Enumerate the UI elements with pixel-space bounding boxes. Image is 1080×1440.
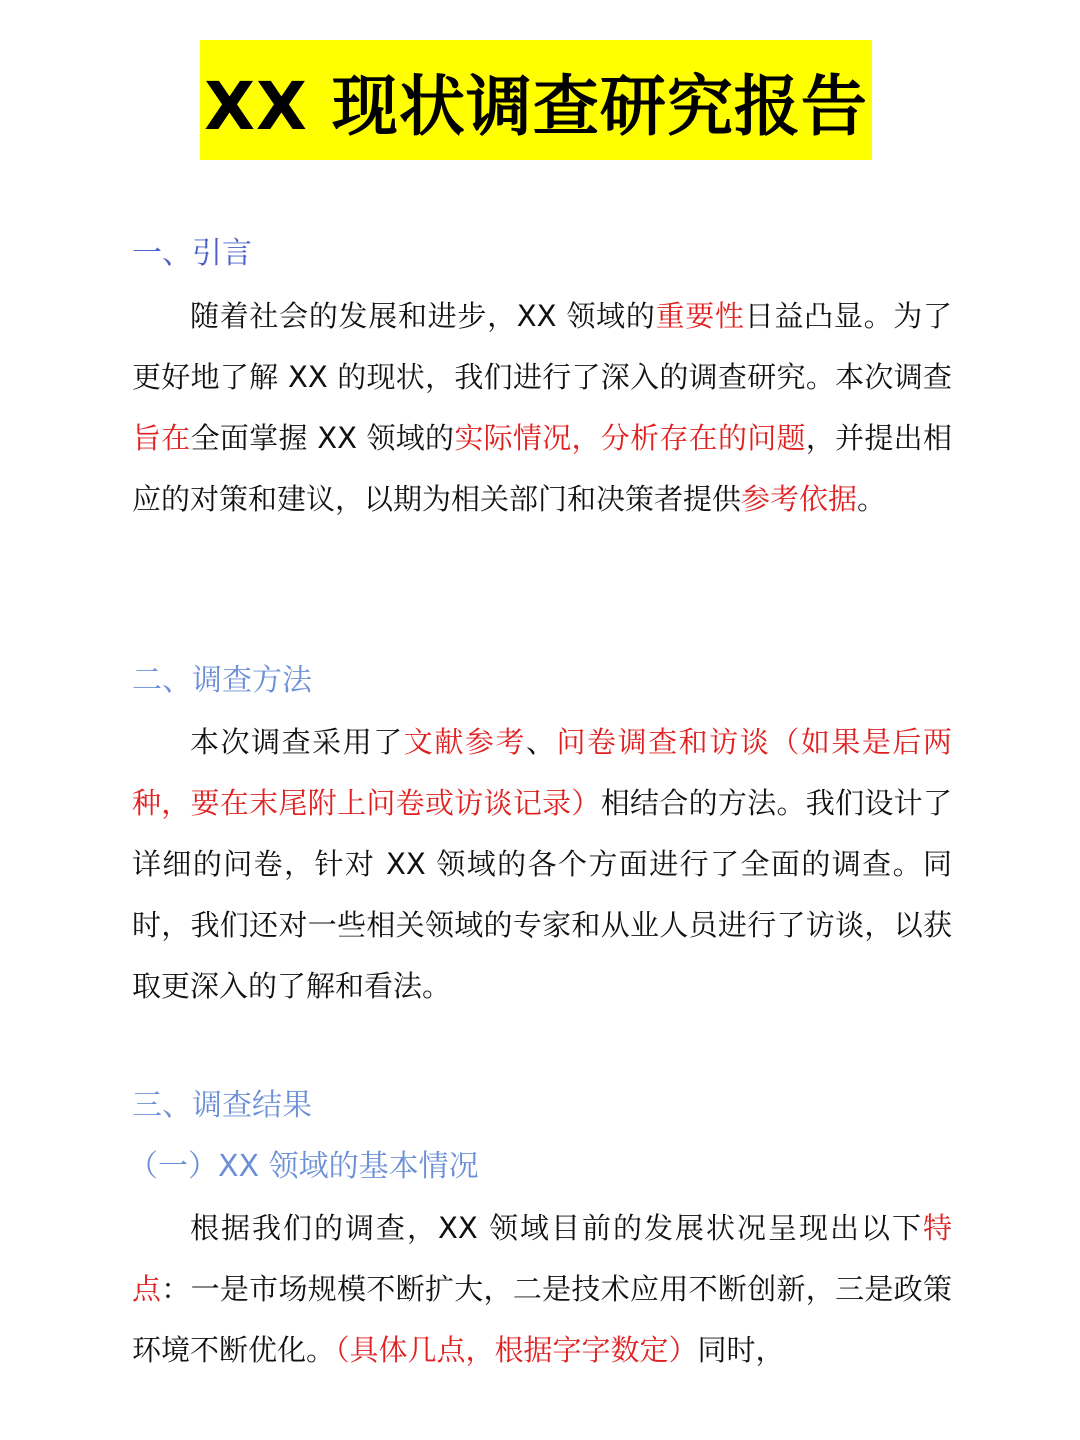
body-text: 同时， (697, 1333, 785, 1367)
section-paragraph-methods (132, 712, 952, 1017)
emphasis-text: 旨在 (132, 421, 191, 455)
section-paragraph-results (132, 1198, 952, 1381)
section-paragraph-introduction (132, 286, 952, 530)
emphasis-text: 特点 (132, 1211, 952, 1306)
emphasis-text: 文献参考 (403, 725, 526, 759)
body-text: ：一是市场规模不断扩大，二是技术应用不断创新，三是政策环境不断优化。 (132, 1272, 952, 1367)
body-text: 相结合的方法。我们设计了详细的问卷，针对 XX 领域的各个方面进行了全面的调查。同时，我们还对一些相关领域的专家和从业人员进行了访谈，以获取更深入的了解和看法。 (132, 786, 952, 1003)
emphasis-text: 实际情况，分析存在的问题 (454, 421, 806, 455)
body-text: 根据我们的调查，XX 领域目前的发展状况呈现出以下 (190, 1211, 923, 1245)
emphasis-text: 参考依据 (741, 482, 858, 516)
body-text: ，并提出相应的对策和建议，以期为相关部门和决策者提供 (132, 421, 952, 516)
emphasis-text: 问卷调查和访谈（如果是后两种，要在末尾附上问卷或访谈记录） (132, 725, 952, 820)
title-banner (200, 40, 872, 160)
section-subheading-basic-situation: （一）XX 领域的基本情况 (128, 1149, 479, 1184)
section-heading-methods: 二、调查方法 (132, 663, 312, 698)
emphasis-text: 重要性 (655, 299, 745, 333)
body-text: 本次调查采用了 (190, 725, 404, 759)
body-text: 、 (525, 725, 557, 759)
body-text: 随着社会的发展和进步，XX 领域的 (190, 299, 656, 333)
page-title: XX 现状调查研究报告 (204, 67, 868, 145)
body-text: 。 (857, 482, 887, 516)
body-text: 全面掌握 XX 领域的 (190, 421, 455, 455)
section-heading-introduction: 一、引言 (132, 236, 252, 271)
section-heading-results: 三、调查结果 (132, 1088, 312, 1123)
emphasis-text: （具体几点，根据字字数定） (335, 1333, 698, 1367)
body-text: 日益凸显。为了更好地了解 XX 的现状，我们进行了深入的调查研究。本次调查 (132, 299, 952, 394)
